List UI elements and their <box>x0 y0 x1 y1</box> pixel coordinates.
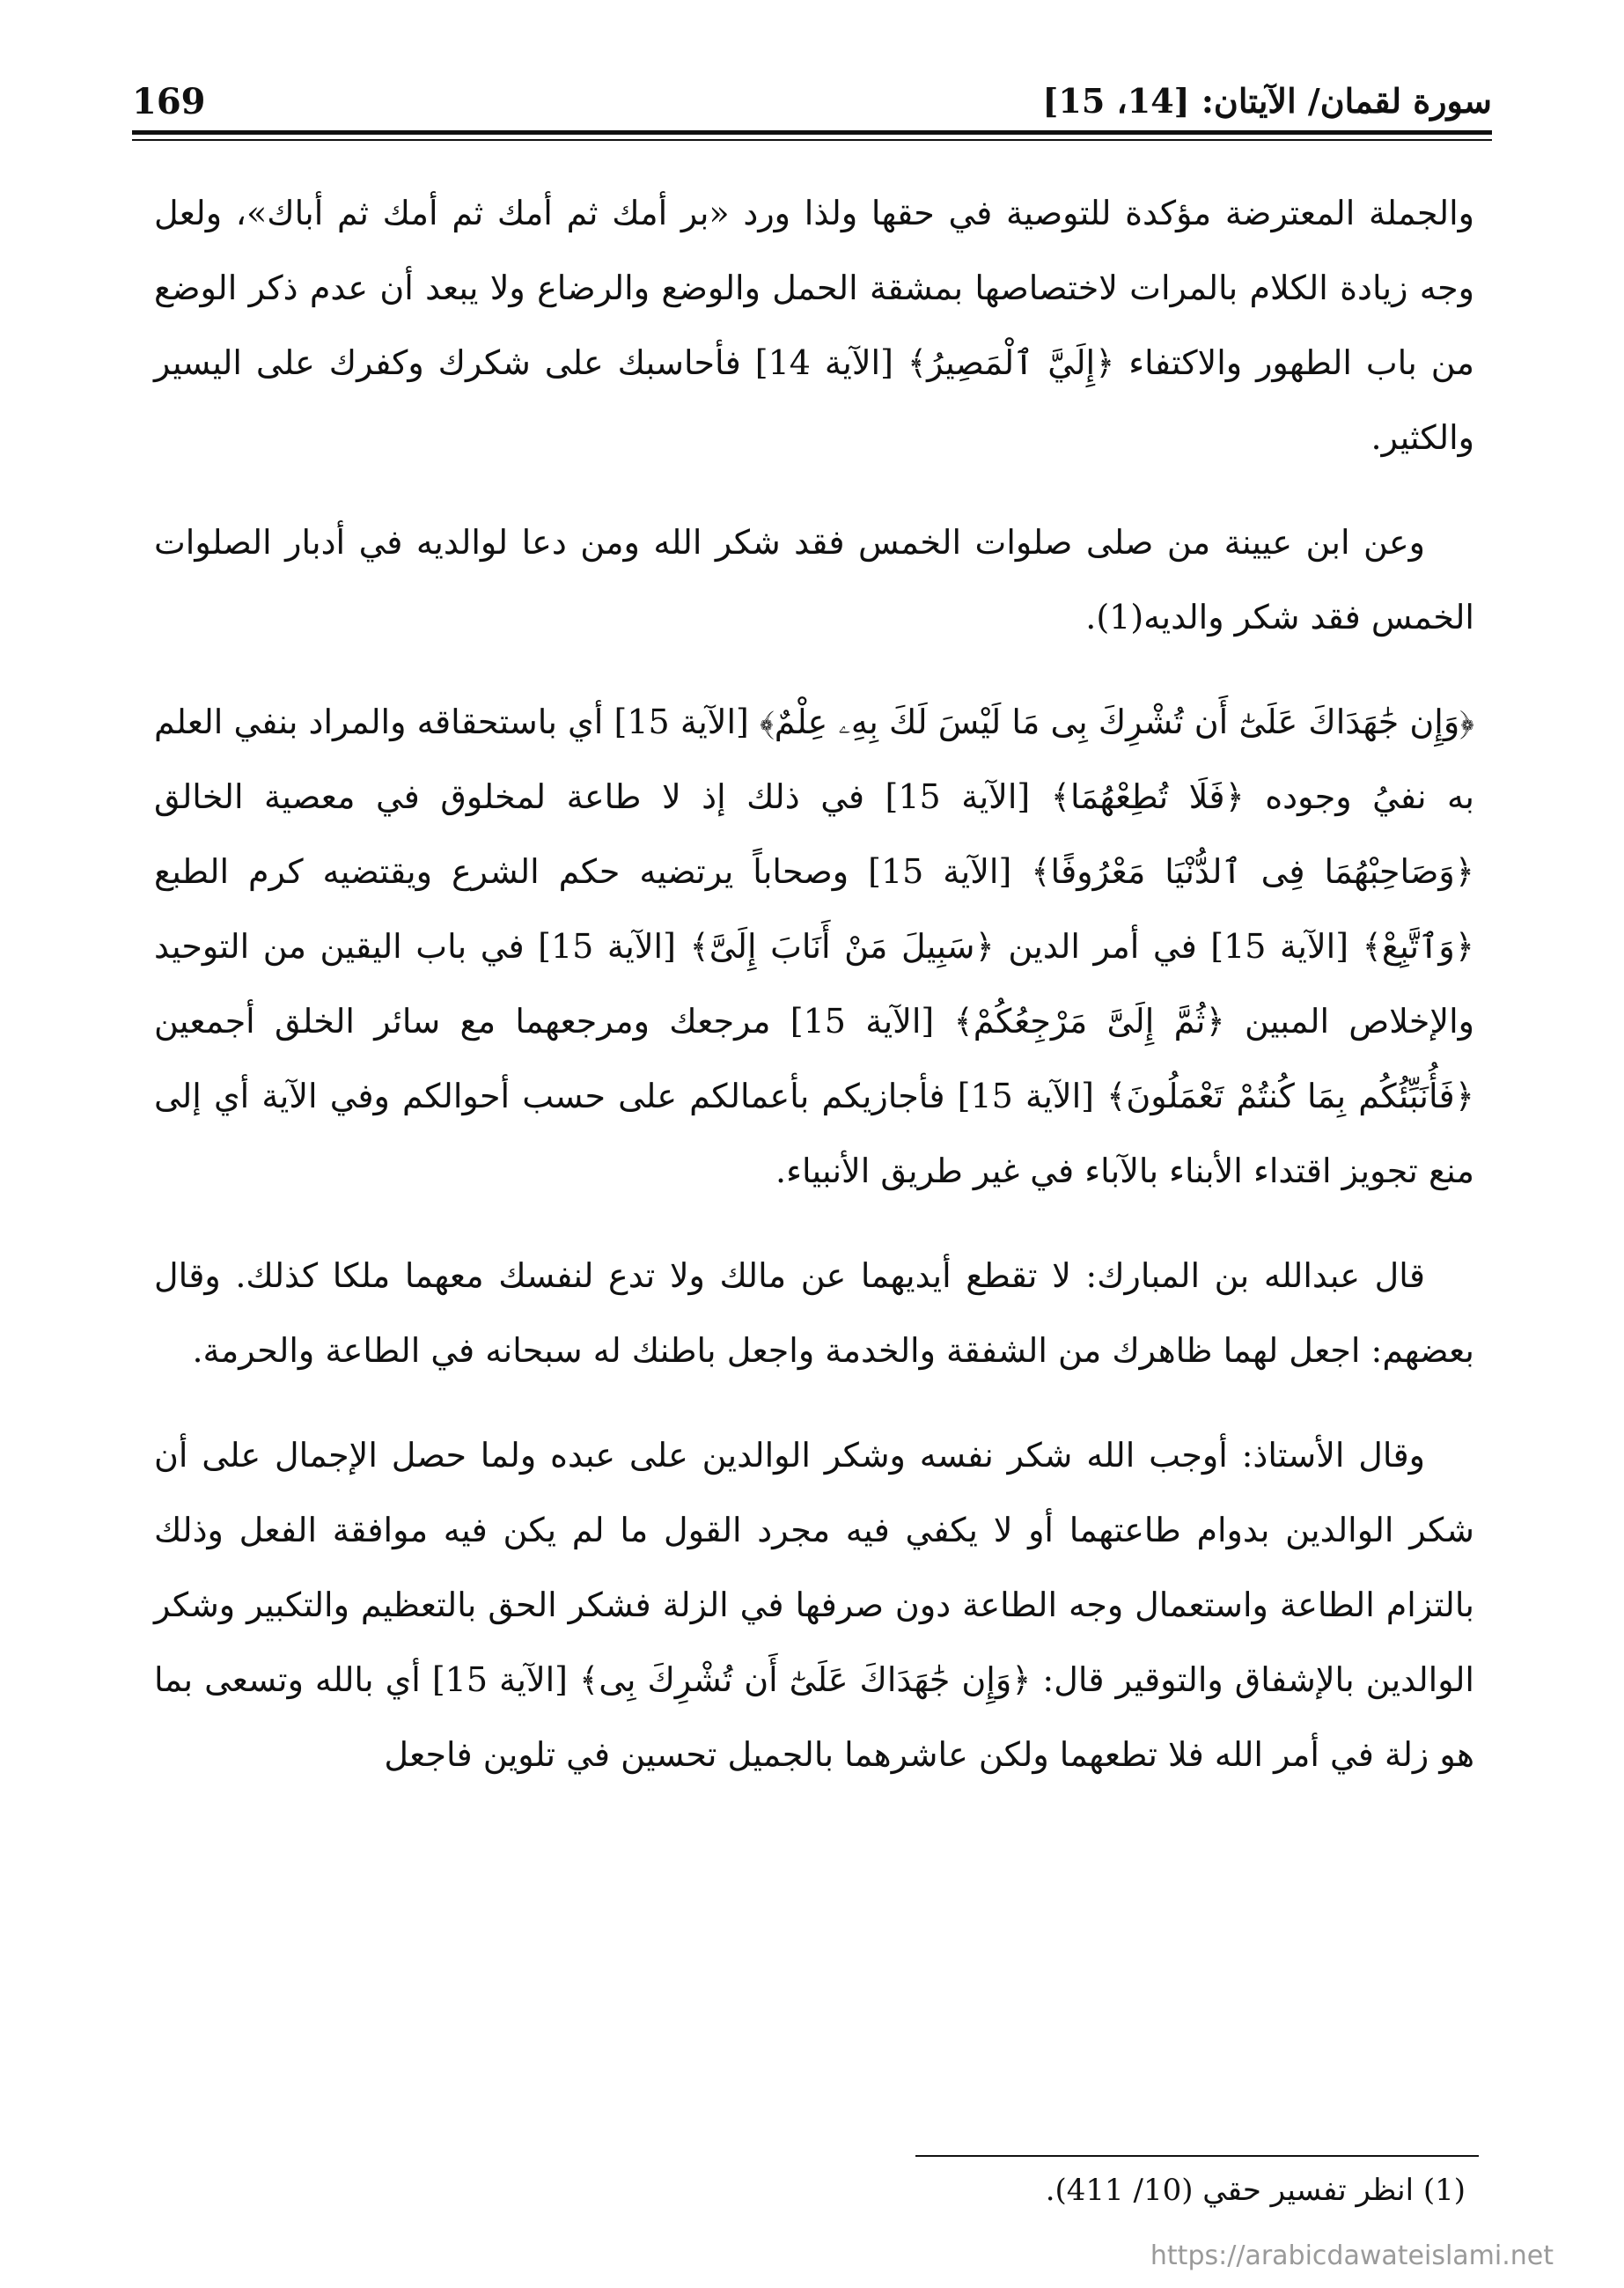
header-rule-thin <box>132 139 1492 141</box>
paragraph: قال عبدالله بن المبارك: لا تقطع أيديهما عن مالك ولا تدع لنفسك معهما ملكا كذلك. وقال بعضهم: اجعل لهما ظاهرك من الشفقة والخدمة واجعل باطنك له سبحانه في الطاعة والحرمة. <box>154 1256 1474 1370</box>
watermark-link[interactable]: https://arabicdawateislami.net <box>1150 2240 1554 2271</box>
page-number: 169 <box>132 81 206 122</box>
paragraph: وقال الأستاذ: أوجب الله شكر نفسه وشكر الوالدين على عبده ولما حصل الإجمال على أن شكر الوالدين بدوام طاعتهما أو لا يكفي فيه مجرد القول ما لم يكن فيه موافقة الفعل وذلك بالتزام الطاعة واستعمال وجه الطاعة دون صرفها في الزلة فشكر الحق بالتعظيم والتكبير وشكر الوالدين بالإشفاق والتوقير قال: ﴿وَإِن جَٰهَدَاكَ عَلَىٰٓ أَن تُشْرِكَ بِى﴾ [الآية 15] أي بالله وتسعى بما هو زلة في أمر الله فلا تطعهما ولكن عاشرهما بالجميل تحسين في تلوين فاجعل <box>154 1436 1474 1774</box>
main-text <box>154 176 1474 1822</box>
footnote-rule <box>915 2155 1479 2157</box>
footnote: (1) انظر تفسير حقي (10/ 411). <box>1045 2173 1466 2208</box>
paragraph: ﴿وَإِن جَٰهَدَاكَ عَلَىٰٓ أَن تُشْرِكَ بِى مَا لَيْسَ لَكَ بِهِۦ عِلْمٌ﴾ [الآية 15] أي باستحقاقه والمراد بنفي العلم به نفيُ وجوده ﴿فَلَا تُطِعْهُمَا﴾ [الآية 15] في ذلك إذ لا طاعة لمخلوق في معصية الخالق ﴿وَصَاحِبْهُمَا فِى ٱلدُّنْيَا مَعْرُوفًا﴾ [الآية 15] وصحاباً يرتضيه حكم الشرع ويقتضيه كرم الطبع ﴿وَٱتَّبِعْ﴾ [الآية 15] في أمر الدين ﴿سَبِيلَ مَنْ أَنَابَ إِلَىَّ﴾ [الآية 15] في باب اليقين من التوحيد والإخلاص المبين ﴿ثُمَّ إِلَىَّ مَرْجِعُكُمْ﴾ [الآية 15] مرجعك ومرجعهما مع سائر الخلق أجمعين ﴿فَأُنَبِّئُكُم بِمَا كُنتُمْ تَعْمَلُونَ﴾ [الآية 15] فأجازيكم بأعمالكم على حسب أحوالكم وفي الآية أي إلى منع تجويز اقتداء الأبناء بالآباء في غير طريق الأنبياء. <box>154 703 1475 1190</box>
paragraph: والجملة المعترضة مؤكدة للتوصية في حقها ولذا ورد «بر أمك ثم أمك ثم أمك ثم أباك»، ولعل وجه زيادة الكلام بالمرات لاختصاصها بمشقة الحمل والوضع والرضاع ولا يبعد أن عدم ذكر الوضع من باب الطهور والاكتفاء ﴿إِلَيَّ ٱلْمَصِيرُ﴾ [الآية 14] فأحاسبك على شكرك وكفرك على اليسير والكثير. <box>154 194 1475 457</box>
page-header <box>132 81 1492 125</box>
header-title: سورة لقمان/ الآيتان: [14، 15] <box>1042 81 1492 121</box>
header-rule-thick <box>132 130 1492 135</box>
paragraph: وعن ابن عيينة من صلى صلوات الخمس فقد شكر الله ومن دعا لوالديه في أدبار الصلوات الخمس فقد شكر والديه(1). <box>154 523 1474 636</box>
